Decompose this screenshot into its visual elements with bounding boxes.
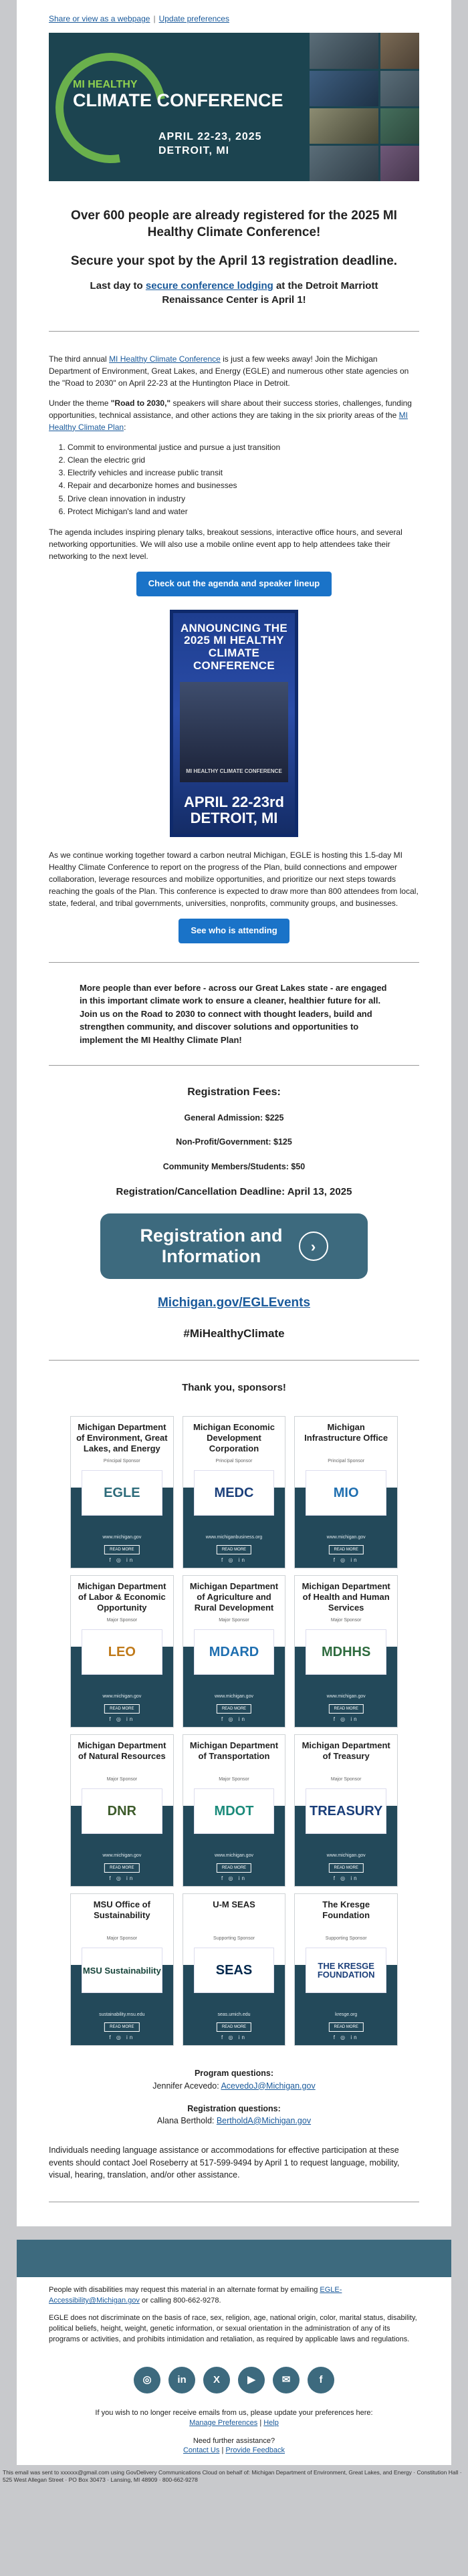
- youtube-icon[interactable]: ▶: [238, 2367, 265, 2393]
- assist-text: Need further assistance?: [193, 2436, 275, 2445]
- registration-email-link[interactable]: BertholdA@Michigan.gov: [216, 2115, 312, 2125]
- list-item: 3. Electrify vehicles and increase public transit: [68, 467, 419, 479]
- sponsor-logo: MDOT: [194, 1788, 275, 1834]
- sponsor-name: MSU Office of Sustainability: [93, 1899, 150, 1920]
- poster-date: [173, 782, 295, 826]
- sponsors-heading: Thank you, sponsors!: [182, 1381, 286, 1393]
- sponsor-url: sustainability.msu.edu: [99, 2012, 145, 2018]
- sponsor-card[interactable]: [70, 1575, 174, 1728]
- sponsor-social-icons: f ◎ in: [333, 1875, 359, 1881]
- sponsor-rank: Supporting Sponsor: [325, 1936, 367, 1942]
- sponsor-rank: Principal Sponsor: [215, 1459, 253, 1464]
- hero-photo: [310, 108, 378, 144]
- sponsor-logo: MIO: [306, 1470, 386, 1516]
- questions-block: [17, 2067, 451, 2127]
- lodging-link[interactable]: secure conference lodging: [145, 280, 273, 292]
- sponsor-social-icons: f ◎ in: [109, 1875, 135, 1881]
- sponsor-social-icons: f ◎ in: [221, 1716, 247, 1722]
- sponsor-name: Michigan Economic Development Corporation: [193, 1422, 275, 1453]
- footer: [17, 2240, 451, 2465]
- hero-photo: [380, 33, 420, 68]
- sponsor-name: Michigan Department of Health and Human Services: [302, 1581, 390, 1613]
- priority-list: [17, 441, 451, 518]
- poster-caption: MI HEALTHY CLIMATE CONFERENCE: [186, 768, 282, 774]
- sponsor-rank: Major Sponsor: [219, 1618, 249, 1623]
- list-item: 5. Drive clean innovation in industry: [68, 493, 419, 505]
- hero-photo: [380, 71, 420, 106]
- footer-end: [17, 2408, 451, 2465]
- hero-photo: [380, 108, 420, 144]
- hero-location-text: DETROIT, MI: [158, 145, 230, 157]
- sponsor-logo: TREASURY: [306, 1788, 386, 1834]
- sponsor-rank: Principal Sponsor: [328, 1459, 365, 1464]
- agenda-paragraph: The agenda includes inspiring plenary talks, breakout sessions, interactive office hours, and several networking opportunities. We will also use a mobile online event app to help attendees take their networking to the next level.: [49, 527, 402, 561]
- sponsor-logo: THE KRESGE FOUNDATION: [306, 1948, 386, 1993]
- sponsor-rank: Major Sponsor: [219, 1777, 249, 1782]
- preferences-link[interactable]: Update preferences: [158, 14, 229, 23]
- sponsor-logo: LEO: [82, 1629, 162, 1675]
- sponsor-card[interactable]: [183, 1575, 286, 1728]
- hero-photo-collage: [310, 33, 419, 181]
- lodging-post: at the Detroit Marriott Renaissance Center is April 1!: [162, 280, 378, 306]
- sponsor-url: seas.umich.edu: [217, 2012, 251, 2018]
- help-link[interactable]: Help: [263, 2418, 279, 2427]
- attending-button[interactable]: See who is attending: [179, 919, 289, 943]
- hero-photo: [310, 146, 378, 181]
- sponsor-card[interactable]: [70, 1893, 174, 2046]
- sponsor-social-icons: f ◎ in: [109, 1716, 135, 1722]
- sponsor-url: www.michigan.gov: [102, 1694, 142, 1700]
- program-questions-heading: Program questions:: [194, 2069, 274, 2079]
- lodging-pre: Last day to: [90, 280, 146, 292]
- program-contact: [17, 2080, 451, 2092]
- read-more-button[interactable]: READ MORE: [104, 1863, 139, 1873]
- sponsor-rank: Principal Sponsor: [103, 1459, 140, 1464]
- program-email-link[interactable]: AcevedoJ@Michigan.gov: [221, 2081, 316, 2091]
- sponsor-grid: [70, 1416, 398, 2046]
- p2-pre: Under the theme: [49, 398, 111, 408]
- sponsor-name: Michigan Department of Transportation: [189, 1740, 279, 1761]
- manage-preferences-link[interactable]: Manage Preferences: [189, 2418, 258, 2427]
- hero-photo: [310, 33, 378, 68]
- callout-text: More people than ever before - across our Great Lakes state - are engaged in this important climate work to ensure a cleaner, healthier future for all. Join us on the Road to 2030 to connect with thought leaders, build and strengthen community, and discover solutions and opportunities to implement the MI Healthy Climate Plan!: [80, 982, 387, 1045]
- fee-general: General Admission: $225: [184, 1113, 284, 1123]
- headline-registered: Over 600 people are already registered for the 2025 MI Healthy Climate Conference!: [71, 209, 397, 240]
- sponsor-name: Michigan Department of Environment, Great Lakes, and Energy: [76, 1422, 168, 1453]
- sponsor-rank: Major Sponsor: [106, 1936, 138, 1942]
- sponsor-url: www.michigan.gov: [326, 1535, 366, 1540]
- hero-banner: [49, 33, 419, 181]
- read-more-button[interactable]: READ MORE: [328, 2022, 363, 2032]
- delivery-info: This email was sent to xxxxxx@gmail.com using GovDelivery Communications Cloud on behalf of: Michigan Department of Environment, Great Lakes, and Energy · Constitution Hall · 525 West Allegan Street · PO Box 30473 · Lansing, MI 48909 · 800-662-9278: [3, 2469, 462, 2484]
- sponsor-social-icons: f ◎ in: [109, 2034, 135, 2040]
- fee-community: Community Members/Students: $50: [162, 1161, 306, 1171]
- registration-questions-heading: Registration questions:: [187, 2103, 281, 2113]
- p1-post: is just a few weeks away! Join the Michigan Department of Environment, Great Lakes, and Energy (EGLE) and numerous other state agencies on the "Road to 2030" on April 22-23 at the Huntington Place in Detroit.: [49, 354, 409, 388]
- headline-secure: Secure your spot by the April 13 registration deadline.: [70, 253, 398, 268]
- sponsor-logo: MDARD: [194, 1629, 275, 1675]
- footer-separator: |: [259, 2418, 262, 2427]
- intro-paragraph: [17, 353, 451, 389]
- sponsor-social-icons: f ◎ in: [221, 1875, 247, 1881]
- read-more-button[interactable]: READ MORE: [217, 2022, 251, 2032]
- sponsor-social-icons: f ◎ in: [333, 1716, 359, 1722]
- reg-line1: Registration and: [140, 1225, 283, 1246]
- sponsor-url: www.michigan.gov: [102, 1853, 142, 1859]
- sponsor-card[interactable]: [294, 1416, 398, 1568]
- sponsor-card[interactable]: [294, 1734, 398, 1887]
- contact-link[interactable]: Contact Us: [183, 2446, 220, 2455]
- sponsor-card[interactable]: [294, 1575, 398, 1728]
- sponsor-logo: EGLE: [82, 1470, 162, 1516]
- list-item: 6. Protect Michigan's land and water: [68, 505, 419, 518]
- sponsor-name: Michigan Department of Treasury: [302, 1740, 390, 1761]
- theme-paragraph: [17, 397, 451, 433]
- sponsor-name: U-M SEAS: [213, 1899, 255, 1910]
- poster-date-text: APRIL 22-23rd: [184, 793, 284, 810]
- sponsor-card[interactable]: [183, 1734, 286, 1887]
- x-icon[interactable]: X: [203, 2367, 230, 2393]
- sponsor-social-icons: f ◎ in: [333, 1556, 359, 1563]
- topbar-separator: |: [153, 14, 156, 23]
- sponsor-logo: MEDC: [194, 1470, 275, 1516]
- poster-city-text: DETROIT, MI: [190, 809, 278, 826]
- sponsor-logo: MDHHS: [306, 1629, 386, 1675]
- sponsor-url: www.michigan.gov: [215, 1694, 253, 1700]
- fees-deadline: Registration/Cancellation Deadline: April 13, 2025: [116, 1185, 352, 1197]
- headline-lodging: [17, 270, 451, 307]
- nondiscrimination-text: EGLE does not discriminate on the basis of race, sex, religion, age, national origin, color, marital status, disability, political beliefs, height, weight, genetic information, or sexual orientation in the administration of any of its programs or activities, and prohibits intimidation and retaliation, as required by applicable laws and regulations.: [49, 2314, 417, 2343]
- sponsor-social-icons: f ◎ in: [109, 1556, 135, 1563]
- sponsor-logo: DNR: [82, 1788, 162, 1834]
- p2-end: :: [124, 422, 126, 432]
- sponsor-rank: Major Sponsor: [106, 1618, 138, 1623]
- sponsor-card[interactable]: [183, 1893, 286, 2046]
- hero-date-text: APRIL 22-23, 2025: [158, 131, 262, 143]
- linkedin-icon[interactable]: in: [168, 2367, 195, 2393]
- sponsor-url: www.michiganbusiness.org: [205, 1535, 263, 1540]
- sponsor-logo: SEAS: [194, 1948, 275, 1993]
- registration-contact-name: Alana Berthold:: [156, 2115, 217, 2125]
- program-contact-name: Jennifer Acevedo:: [152, 2081, 221, 2091]
- read-more-button[interactable]: READ MORE: [328, 1545, 363, 1555]
- divider: [49, 1360, 419, 1361]
- sponsor-name: Michigan Department of Natural Resources: [78, 1740, 166, 1761]
- chevron-right-icon: ›: [299, 1232, 328, 1261]
- read-more-button[interactable]: READ MORE: [217, 1863, 251, 1873]
- divider: [49, 1065, 419, 1066]
- list-item: 4. Repair and decarbonize homes and businesses: [68, 479, 419, 492]
- read-more-button[interactable]: READ MORE: [328, 1704, 363, 1714]
- facebook-icon[interactable]: f: [308, 2367, 334, 2393]
- hero-title-main: CLIMATE CONFERENCE: [73, 90, 283, 111]
- hashtag: #MiHealthyClimate: [183, 1326, 285, 1340]
- registration-button-label: [140, 1225, 282, 1267]
- hero-photo: [380, 146, 420, 181]
- poster-photo: [180, 682, 288, 782]
- sponsor-name: Michigan Infrastructure Office: [304, 1422, 388, 1443]
- hero-dates: [158, 130, 262, 158]
- sponsor-url: www.michigan.gov: [102, 1535, 142, 1540]
- sponsor-card[interactable]: [294, 1893, 398, 2046]
- sponsor-name: Michigan Department of Agriculture and Rural Development: [189, 1581, 279, 1613]
- alt-format-pre: People with disabilities may request this material in an alternate format by emailing: [49, 2286, 320, 2295]
- email-icon[interactable]: ✉: [273, 2367, 300, 2393]
- topbar: [17, 0, 451, 33]
- sponsor-social-icons: f ◎ in: [333, 2034, 359, 2040]
- sponsor-name: Michigan Department of Labor & Economic Opportunity: [78, 1581, 166, 1613]
- reg-line2: Information: [161, 1246, 261, 1267]
- list-item: 2. Clean the electric grid: [68, 454, 419, 467]
- p2-bold: "Road to 2030,": [110, 398, 171, 408]
- conference-poster[interactable]: [170, 610, 298, 837]
- footer-body: [17, 2277, 451, 2345]
- social-links: [17, 2367, 451, 2393]
- share-link[interactable]: Share or view as a webpage: [49, 14, 150, 23]
- sponsor-rank: Supporting Sponsor: [213, 1936, 255, 1942]
- sponsor-url: www.michigan.gov: [326, 1853, 366, 1859]
- agenda-button[interactable]: Check out the agenda and speaker lineup: [136, 572, 332, 596]
- eglevents-link[interactable]: Michigan.gov/EGLEvents: [157, 1296, 311, 1310]
- hero-photo: [310, 71, 378, 106]
- sponsor-card[interactable]: [70, 1734, 174, 1887]
- sponsor-logo: MSU Sustainability: [82, 1948, 162, 1993]
- sponsor-url: www.michigan.gov: [215, 1853, 253, 1859]
- unsubscribe-text: If you wish to no longer receive emails from us, please update your preferences here:: [95, 2408, 373, 2417]
- accessibility-email-link[interactable]: EGLE-Accessibility@Michigan.gov: [49, 2286, 342, 2305]
- mission-paragraph: As we continue working together toward a carbon neutral Michigan, EGLE is hosting this 1.5-day MI Healthy Climate Conference to report on the progress of the Plan, build connections and empower collaboration, leverage resources and mobilize opportunities, and prioritize our next steps towards reaching the goals of the Plan. This conference is expected to draw more than 800 attendees from local, state, federal, and tribal governments, universities, nonprofits, community groups, and businesses.: [49, 850, 419, 908]
- p1-pre: The third annual: [49, 354, 110, 364]
- sponsor-card[interactable]: [70, 1416, 174, 1568]
- sponsor-name: The Kresge Foundation: [322, 1899, 370, 1920]
- read-more-button[interactable]: READ MORE: [328, 1863, 363, 1873]
- hero-title: [73, 80, 283, 110]
- read-more-button[interactable]: READ MORE: [217, 1545, 251, 1555]
- sponsor-card[interactable]: [183, 1416, 286, 1568]
- fees-heading: Registration Fees:: [187, 1086, 281, 1098]
- registration-button[interactable]: [100, 1213, 368, 1279]
- hero-title-mi: MI HEALTHY: [73, 79, 138, 91]
- sponsor-social-icons: f ◎ in: [221, 2034, 247, 2040]
- conference-link[interactable]: MI Healthy Climate Conference: [109, 354, 221, 364]
- feedback-link[interactable]: Provide Feedback: [225, 2446, 285, 2455]
- sponsor-url: kresge.org: [335, 2012, 358, 2018]
- footer-separator: |: [221, 2446, 224, 2455]
- poster-announce: ANNOUNCING THE 2025 MI HEALTHY CLIMATE CONFERENCE: [180, 621, 288, 672]
- read-more-button[interactable]: READ MORE: [104, 1545, 139, 1555]
- read-more-button[interactable]: READ MORE: [104, 2022, 139, 2032]
- sponsor-rank: Major Sponsor: [330, 1777, 362, 1782]
- divider: [49, 331, 419, 332]
- sponsor-social-icons: f ◎ in: [221, 1556, 247, 1563]
- footer-banner: [17, 2240, 451, 2277]
- divider: [49, 962, 419, 963]
- sponsor-url: www.michigan.gov: [326, 1694, 366, 1700]
- accessibility-text: Individuals needing language assistance or accommodations for effective participation at these events should contact Joel Roseberry at 517-599-9494 by April 1 to request language, mobility, visual, hearing, translation, and/or other assistance.: [49, 2145, 400, 2180]
- read-more-button[interactable]: READ MORE: [104, 1704, 139, 1714]
- sponsor-rank: Major Sponsor: [106, 1777, 138, 1782]
- read-more-button[interactable]: READ MORE: [217, 1704, 251, 1714]
- instagram-icon[interactable]: ◎: [134, 2367, 160, 2393]
- email-container: [17, 0, 451, 2226]
- alt-format-text: [49, 2285, 419, 2307]
- sponsor-rank: Major Sponsor: [330, 1618, 362, 1623]
- p2-mid: speakers will share about their success stories, challenges, funding opportunities, technical assistance, and other actions they are taking in the six priority areas of the: [49, 398, 412, 420]
- registration-fees: [17, 1084, 451, 1199]
- fee-nonprofit: Non-Profit/Government: $125: [176, 1137, 292, 1147]
- climate-plan-link[interactable]: MI Healthy Climate Plan: [49, 410, 408, 432]
- alt-format-post: or calling 800-662-9278.: [139, 2297, 221, 2305]
- list-item: 1. Commit to environmental justice and pursue a just transition: [68, 441, 419, 454]
- registration-contact: [17, 2115, 451, 2127]
